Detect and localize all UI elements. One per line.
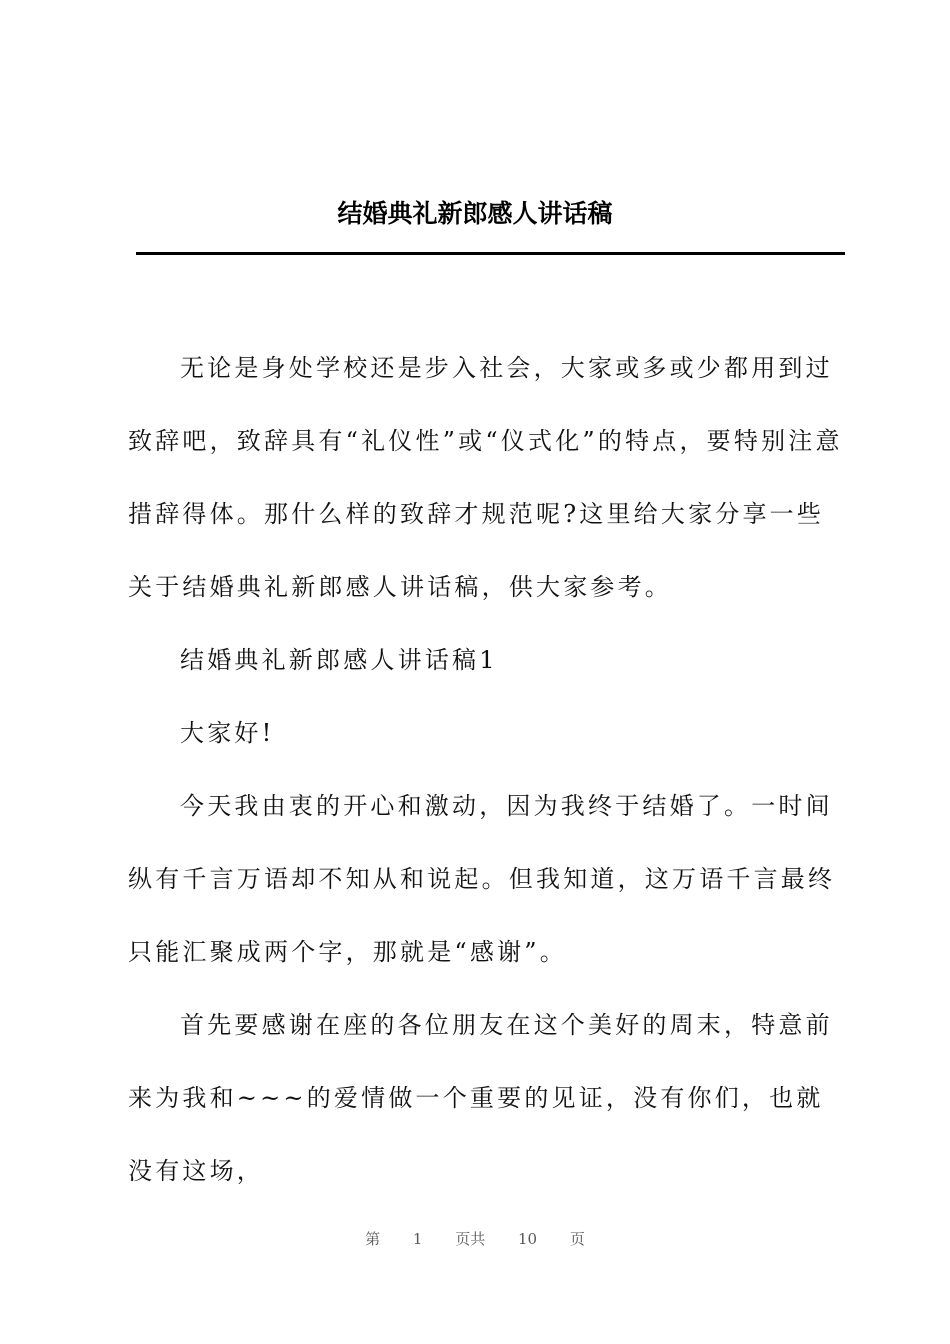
document-title: 结婚典礼新郎感人讲话稿 <box>337 199 613 228</box>
title-divider <box>136 252 845 255</box>
page-footer <box>0 1228 950 1249</box>
paragraph-body-1: 今天我由衷的开心和激动，因为我终于结婚了。一时间纵有千言万语却不知从和说起。但我知道，这万语千言最终只能汇聚成两个字，那就是“感谢”。 <box>128 792 836 966</box>
footer-page-number: 1 <box>412 1230 423 1248</box>
footer-middle: 页共 <box>455 1230 486 1248</box>
paragraph-greeting: 大家好! <box>180 719 275 747</box>
document-body <box>128 332 844 1208</box>
footer-suffix: 页 <box>569 1230 585 1248</box>
footer-total-pages: 10 <box>518 1230 538 1248</box>
paragraph-subtitle: 结婚典礼新郎感人讲话稿1 <box>180 646 498 674</box>
paragraph-intro: 无论是身处学校还是步入社会，大家或多或少都用到过致辞吧，致辞具有“礼仪性”或“仪式化”的特点，要特别注意措辞得体。那什么样的致辞才规范呢?这里给大家分享一些关于结婚典礼新郎感人讲话稿，供大家参考。 <box>128 354 843 601</box>
paragraph-body-2: 首先要感谢在座的各位朋友在这个美好的周末，特意前来为我和~~~的爱情做一个重要的见证，没有你们，也就没有这场， <box>128 1011 833 1185</box>
footer-prefix: 第 <box>365 1230 381 1248</box>
